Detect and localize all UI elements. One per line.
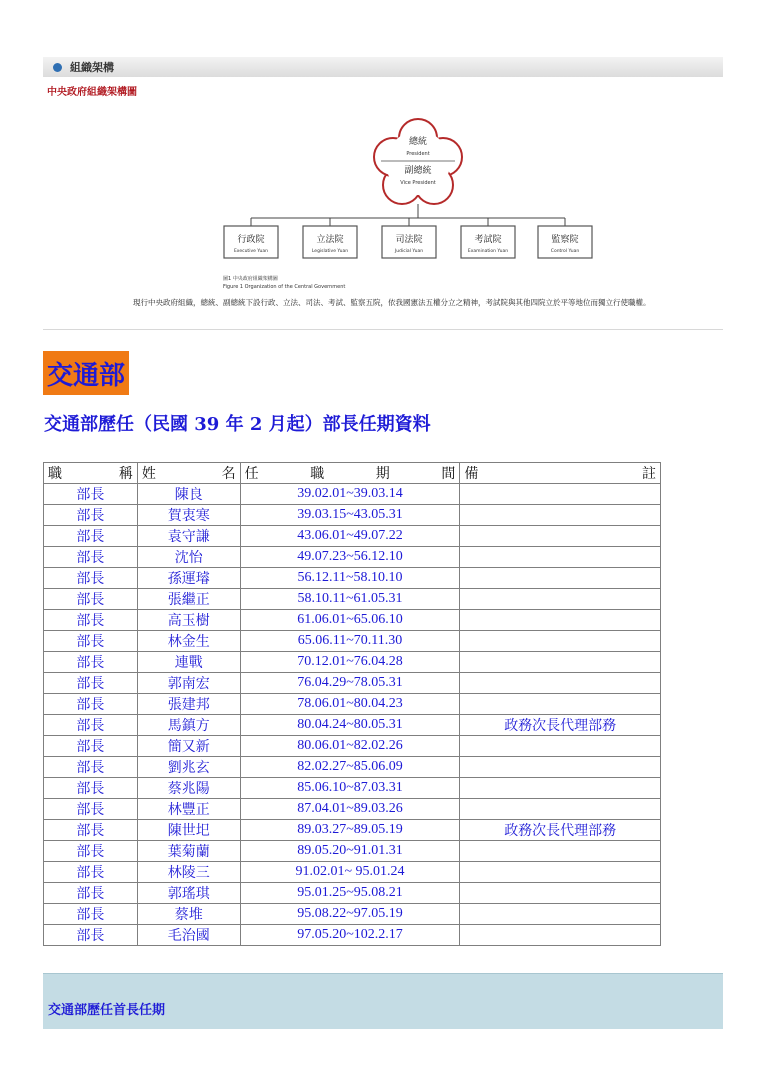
cell-term: 39.03.15~43.05.31 (240, 505, 460, 526)
cell-title: 部長 (44, 820, 138, 841)
cell-term: 65.06.11~70.11.30 (240, 631, 460, 652)
cell-title: 部長 (44, 841, 138, 862)
cell-name: 張建邦 (137, 694, 240, 715)
cell-note (460, 841, 661, 862)
svg-text:行政院: 行政院 (237, 235, 265, 245)
table-row (44, 757, 661, 778)
cell-name: 林陵三 (137, 862, 240, 883)
cell-name: 袁守謙 (137, 526, 240, 547)
cell-term: 85.06.10~87.03.31 (240, 778, 460, 799)
cell-title: 部長 (44, 484, 138, 505)
cell-title: 部長 (44, 694, 138, 715)
cell-name: 郭瑤琪 (137, 883, 240, 904)
cell-name: 陳良 (137, 484, 240, 505)
cell-name: 沈怡 (137, 547, 240, 568)
cell-term: 61.06.01~65.06.10 (240, 610, 460, 631)
header-title: 職 稱 (44, 463, 138, 484)
cell-name: 陳世圯 (137, 820, 240, 841)
cell-name: 蔡堆 (137, 904, 240, 925)
cell-note (460, 631, 661, 652)
figure-caption (223, 275, 345, 291)
cell-term: 76.04.29~78.05.31 (240, 673, 460, 694)
cell-name: 張繼正 (137, 589, 240, 610)
cell-note (460, 904, 661, 925)
cell-name: 連戰 (137, 652, 240, 673)
cell-name: 賀衷寒 (137, 505, 240, 526)
president-zh: 總統 (408, 137, 428, 147)
bottom-section-bar (43, 973, 723, 1029)
cell-title: 部長 (44, 715, 138, 736)
vice-president-en: Vice President (400, 180, 436, 186)
svg-text:監察院: 監察院 (551, 235, 579, 245)
table-row (44, 568, 661, 589)
svg-text:Examination Yuan: Examination Yuan (467, 249, 509, 254)
svg-text:Legislative Yuan: Legislative Yuan (311, 249, 349, 254)
cell-title: 部長 (44, 631, 138, 652)
table-row (44, 736, 661, 757)
cell-name: 高玉樹 (137, 610, 240, 631)
cell-term: 87.04.01~89.03.26 (240, 799, 460, 820)
cell-note (460, 883, 661, 904)
branch-box-control (538, 226, 592, 258)
cell-note (460, 757, 661, 778)
cell-note (460, 505, 661, 526)
cell-name: 葉菊蘭 (137, 841, 240, 862)
branch-box-legislative (303, 226, 357, 258)
cell-term: 95.08.22~97.05.19 (240, 904, 460, 925)
org-section-header (43, 57, 723, 77)
svg-text:司法院: 司法院 (395, 235, 423, 245)
cell-title: 部長 (44, 925, 138, 946)
cell-title: 部長 (44, 547, 138, 568)
table-row (44, 904, 661, 925)
table-row (44, 484, 661, 505)
cell-title: 部長 (44, 904, 138, 925)
header-note: 備 註 (460, 463, 661, 484)
org-structure-section (43, 57, 723, 330)
cell-title: 部長 (44, 652, 138, 673)
bullet-icon (53, 63, 62, 72)
org-chart-subtitle: 中央政府組織架構圖 (47, 87, 137, 98)
cell-term: 39.02.01~39.03.14 (240, 484, 460, 505)
cell-note (460, 778, 661, 799)
cell-note (460, 589, 661, 610)
table-row (44, 841, 661, 862)
cell-title: 部長 (44, 568, 138, 589)
cell-title: 部長 (44, 610, 138, 631)
flower-icon (374, 119, 462, 204)
bottom-section-title: 交通部歷任首長任期 (48, 1003, 166, 1018)
cell-title: 部長 (44, 736, 138, 757)
vice-president-zh: 副總統 (404, 166, 432, 176)
cell-note (460, 526, 661, 547)
cell-term: 56.12.11~58.10.10 (240, 568, 460, 589)
org-section-header-label: 組織架構 (70, 61, 114, 74)
figure-caption-en: Figure 1 Organization of the Central Government (223, 284, 346, 290)
svg-text:Executive Yuan: Executive Yuan (233, 249, 269, 254)
table-row (44, 652, 661, 673)
cell-title: 部長 (44, 883, 138, 904)
cell-term: 89.05.20~91.01.31 (240, 841, 460, 862)
cell-term: 78.06.01~80.04.23 (240, 694, 460, 715)
table-row (44, 610, 661, 631)
cell-title: 部長 (44, 673, 138, 694)
cell-name: 蔡兆陽 (137, 778, 240, 799)
cell-title: 部長 (44, 778, 138, 799)
cell-title: 部長 (44, 799, 138, 820)
org-note: 現行中央政府組織，總統、副總統下設行政、立法、司法、考試、監察五院，依我國憲法五權分立之精神，考試院與其他四院立於平等地位而獨立行使職權。 (133, 298, 651, 307)
figure-caption-zh: 圖1 中央政府組織架構圖 (223, 276, 278, 282)
table-row (44, 694, 661, 715)
header-name: 姓 名 (137, 463, 240, 484)
ministers-table (43, 462, 661, 946)
header-term: 任 職 期 間 (240, 463, 460, 484)
cell-term: 70.12.01~76.04.28 (240, 652, 460, 673)
cell-note (460, 568, 661, 589)
cell-note (460, 547, 661, 568)
table-row (44, 883, 661, 904)
cell-note: 政務次長代理部務 (460, 715, 661, 736)
cell-note (460, 610, 661, 631)
svg-text:立法院: 立法院 (316, 235, 344, 245)
cell-term: 95.01.25~95.08.21 (240, 883, 460, 904)
table-row (44, 631, 661, 652)
cell-note: 政務次長代理部務 (460, 820, 661, 841)
org-chart-diagram (43, 101, 723, 276)
cell-term: 80.04.24~80.05.31 (240, 715, 460, 736)
table-header-row (44, 463, 661, 484)
cell-term: 49.07.23~56.12.10 (240, 547, 460, 568)
cell-term: 43.06.01~49.07.22 (240, 526, 460, 547)
org-connectors (251, 204, 565, 226)
table-row (44, 862, 661, 883)
cell-name: 簡又新 (137, 736, 240, 757)
branch-box-executive (224, 226, 278, 258)
svg-text:考試院: 考試院 (474, 235, 502, 245)
table-row (44, 673, 661, 694)
table-row (44, 778, 661, 799)
cell-note (460, 799, 661, 820)
branch-box-judicial (382, 226, 436, 258)
cell-title: 部長 (44, 862, 138, 883)
cell-name: 毛治國 (137, 925, 240, 946)
table-row (44, 505, 661, 526)
cell-note (460, 925, 661, 946)
table-body (44, 484, 661, 946)
cell-title: 部長 (44, 589, 138, 610)
cell-term: 58.10.11~61.05.31 (240, 589, 460, 610)
table-row (44, 925, 661, 946)
cell-term: 89.03.27~89.05.19 (240, 820, 460, 841)
cell-name: 郭南宏 (137, 673, 240, 694)
ministry-title: 交通部 (47, 360, 126, 391)
table-row (44, 547, 661, 568)
table-row (44, 799, 661, 820)
cell-note (460, 652, 661, 673)
ministry-title-block (43, 351, 129, 395)
table-row (44, 589, 661, 610)
cell-term: 80.06.01~82.02.26 (240, 736, 460, 757)
cell-title: 部長 (44, 505, 138, 526)
table-row (44, 526, 661, 547)
branch-box-examination (461, 226, 515, 258)
cell-name: 馬鎮方 (137, 715, 240, 736)
cell-note (460, 673, 661, 694)
cell-note (460, 862, 661, 883)
cell-note (460, 694, 661, 715)
table-row (44, 820, 661, 841)
cell-note (460, 484, 661, 505)
cell-name: 孫運璿 (137, 568, 240, 589)
cell-term: 82.02.27~85.06.09 (240, 757, 460, 778)
cell-term: 97.05.20~102.2.17 (240, 925, 460, 946)
cell-name: 劉兆玄 (137, 757, 240, 778)
svg-text:Judicial Yuan: Judicial Yuan (394, 249, 424, 254)
table-row (44, 715, 661, 736)
president-en: President (406, 151, 430, 157)
cell-title: 部長 (44, 526, 138, 547)
svg-text:Control Yuan: Control Yuan (550, 249, 580, 254)
cell-title: 部長 (44, 757, 138, 778)
ministers-subtitle: 交通部歷任（民國 39 年 2 月起）部長任期資料 (44, 414, 431, 435)
cell-name: 林豐正 (137, 799, 240, 820)
cell-term: 91.02.01~ 95.01.24 (240, 862, 460, 883)
cell-name: 林金生 (137, 631, 240, 652)
cell-note (460, 736, 661, 757)
